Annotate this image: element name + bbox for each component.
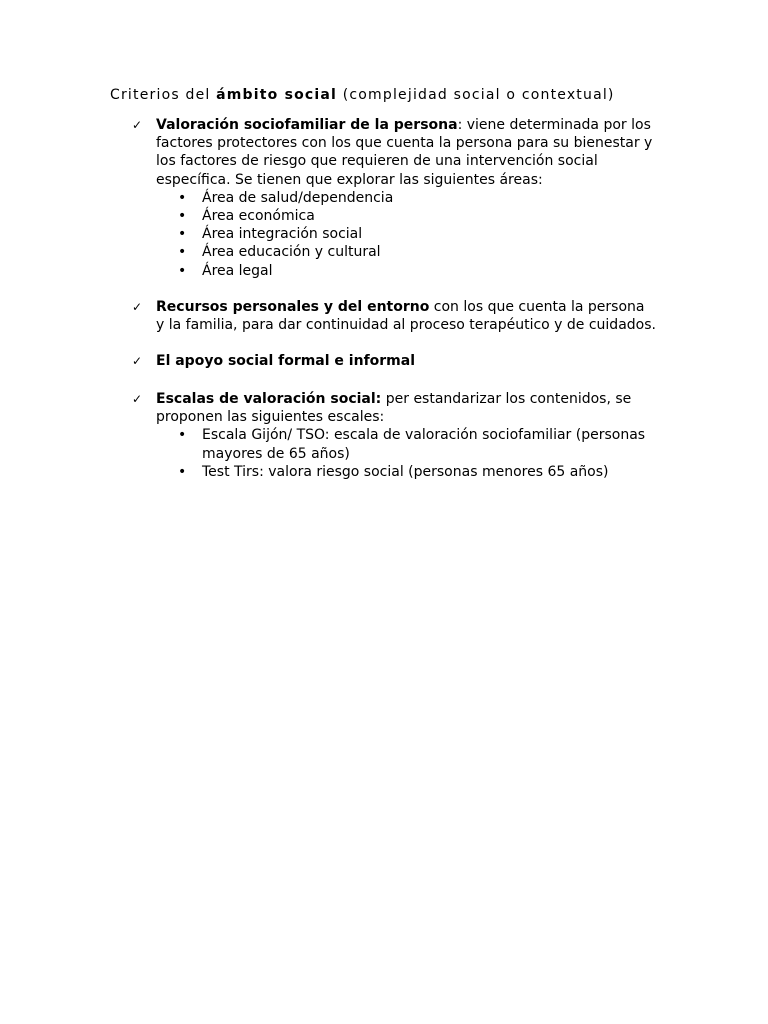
checkmark-icon: ✓ — [132, 354, 143, 368]
bullet-icon: • — [178, 262, 187, 279]
item-paragraph — [156, 352, 656, 370]
checkmark-icon: ✓ — [132, 118, 143, 132]
list-item-text: Área legal — [202, 262, 273, 279]
heading-suffix: (complejidad social o contextual) — [337, 87, 615, 103]
item-paragraph — [156, 116, 656, 189]
bullet-icon: • — [178, 208, 187, 225]
item-paragraph — [156, 390, 656, 426]
criteria-item-recursos — [132, 298, 656, 334]
bullet-icon: • — [178, 427, 187, 444]
checkmark-icon: ✓ — [132, 392, 143, 406]
list-item — [156, 225, 656, 243]
bullet-icon: • — [178, 189, 187, 206]
criteria-item-apoyo — [132, 352, 656, 370]
item-text: con los que cuenta la persona y la familia, para dar continuidad al proceso terapéutico y de cuidados. — [156, 299, 656, 334]
list-item-text: Área educación y cultural — [202, 244, 381, 261]
item-bold: Valoración sociofamiliar de la persona — [156, 117, 458, 133]
list-item-text: Área económica — [202, 208, 315, 225]
bullet-icon: • — [178, 226, 187, 243]
criteria-item-valoracion — [132, 116, 656, 280]
list-item-text: Escala Gijón/ TSO: escala de valoración sociofamiliar (personas mayores de 65 años) — [202, 427, 646, 462]
item-text: : viene determinada por los factores protectores con los que cuenta la persona para su bienestar y los factores de riesgo que requieren de una intervención social específica. Se tienen que explorar las siguientes áreas: — [156, 117, 653, 188]
bullet-icon: • — [178, 463, 187, 480]
item-bold: El apoyo social formal e informal — [156, 353, 416, 369]
list-item — [156, 207, 656, 225]
sub-list — [156, 189, 656, 280]
list-item — [156, 426, 656, 462]
list-item — [156, 243, 656, 261]
section-heading — [110, 86, 615, 104]
heading-bold: ámbito social — [216, 87, 338, 103]
list-item — [156, 189, 656, 207]
item-bold: Recursos personales y del entorno — [156, 299, 430, 315]
list-item — [156, 463, 656, 481]
list-item-text: Área de salud/dependencia — [202, 189, 394, 206]
list-item-text: Test Tirs: valora riesgo social (personas menores 65 años) — [202, 463, 609, 480]
item-paragraph — [156, 298, 656, 334]
item-text: per estandarizar los contenidos, se proponen las siguientes escales: — [156, 391, 632, 426]
bullet-icon: • — [178, 244, 187, 261]
criteria-item-escalas — [132, 390, 656, 481]
heading-prefix: Criterios del — [110, 87, 217, 103]
list-item-text: Área integración social — [202, 226, 363, 243]
sub-list — [156, 426, 656, 481]
item-bold: Escalas de valoración social: — [156, 391, 382, 407]
checkmark-icon: ✓ — [132, 300, 143, 314]
list-item — [156, 262, 656, 280]
